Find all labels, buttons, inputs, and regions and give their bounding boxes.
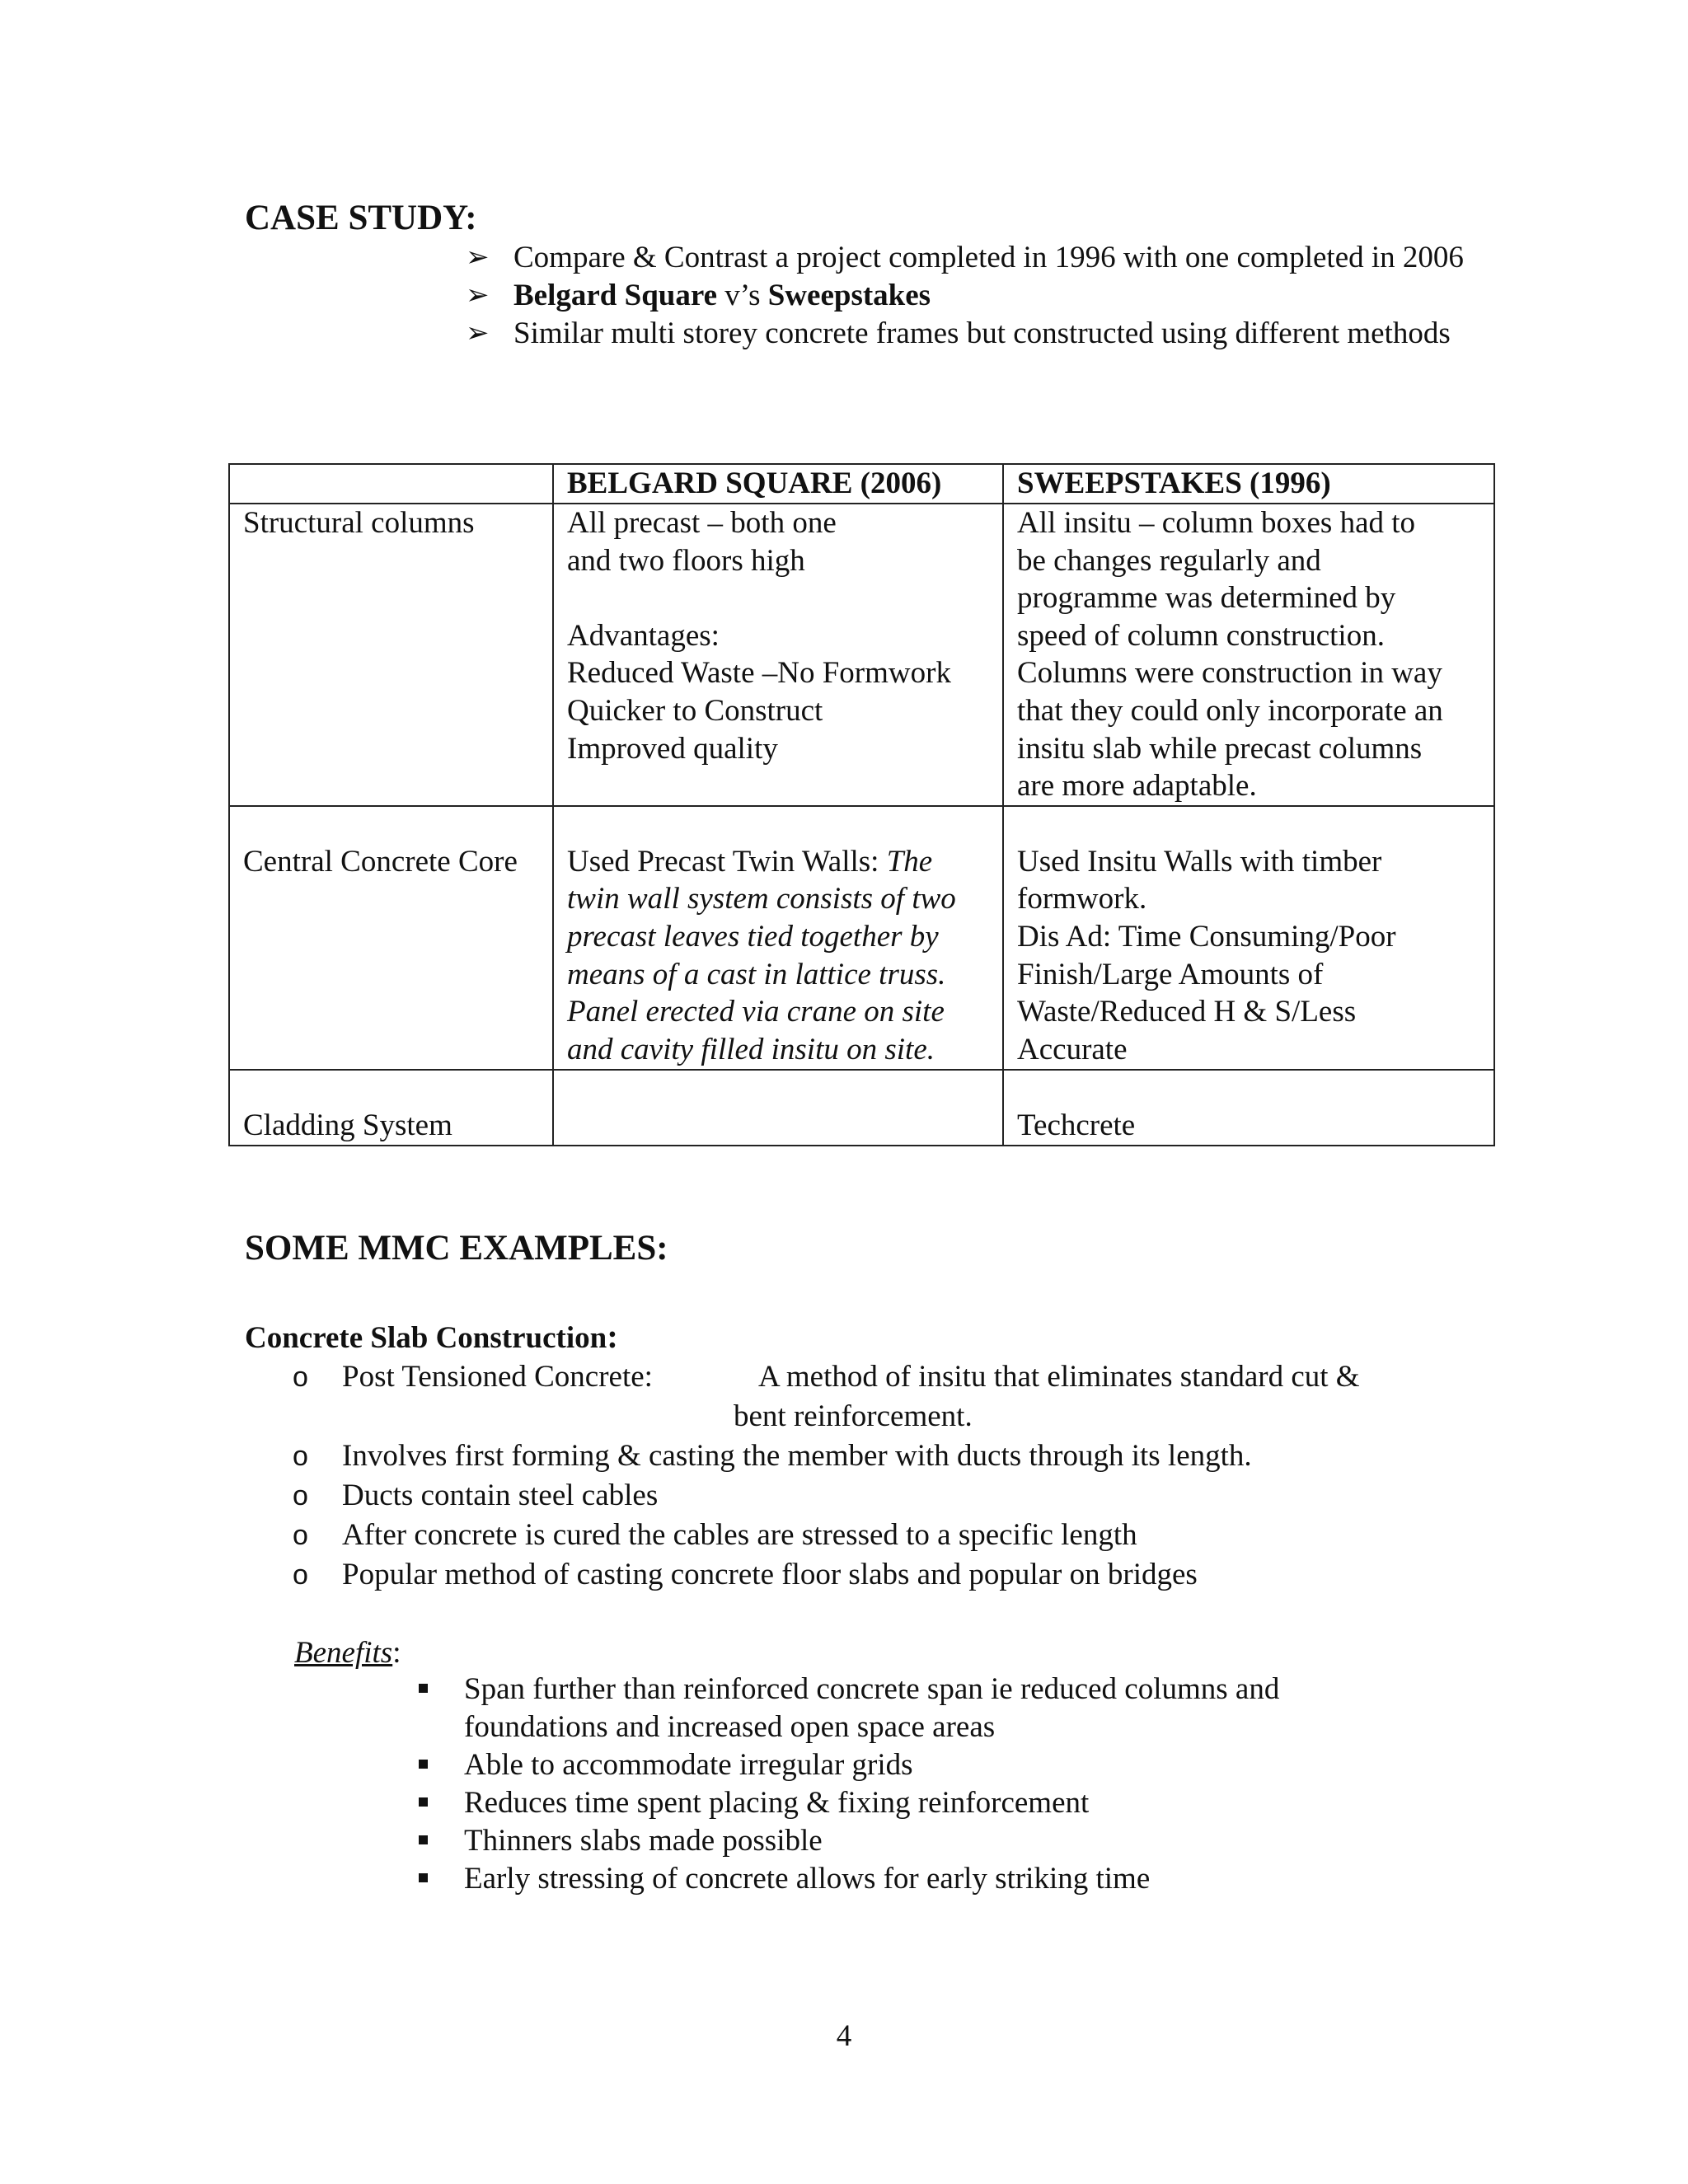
case-study-bullet-list [466, 239, 1488, 353]
arrow-bullet-icon: ➢ [466, 242, 490, 273]
versus-text: v’s [717, 279, 768, 312]
cell-line-italic: means of a cast in lattice truss. [567, 957, 946, 991]
arrow-bullet-icon: ➢ [466, 318, 490, 349]
cell-text-italic: The [886, 844, 933, 879]
row-label: Structural columns [229, 504, 553, 806]
list-item-text: Ducts contain steel cables [342, 1479, 659, 1512]
project-name-sweepstakes: Sweepstakes [767, 279, 931, 312]
square-bullet-icon [419, 1797, 428, 1807]
list-item [293, 1436, 1463, 1476]
table-row [229, 806, 1494, 1070]
post-tension-label: Post Tensioned Concrete: [342, 1360, 653, 1394]
table-row [229, 1070, 1494, 1146]
cell-belgard [553, 504, 1003, 806]
cell-sweepstakes [1003, 504, 1494, 806]
case-study-heading: CASE STUDY: [245, 199, 477, 237]
table-header-row [229, 464, 1494, 504]
square-bullet-icon [419, 1835, 428, 1844]
square-bullet-icon [419, 1684, 428, 1693]
circle-bullet-icon: o [293, 1361, 308, 1393]
list-item [416, 1784, 1405, 1822]
cell-line-italic: precast leaves tied together by [567, 919, 939, 954]
cell-line: Finish/Large Amounts of [1017, 957, 1324, 991]
benefits-colon: : [392, 1636, 401, 1670]
cell-line-italic: Panel erected via crane on site [567, 995, 945, 1029]
list-item-text: After concrete is cured the cables are stressed to a specific length [342, 1518, 1137, 1552]
list-item-text: Reduces time spent placing & fixing reinforcement [464, 1786, 1090, 1820]
cell-line: insitu slab while precast columns [1017, 731, 1423, 766]
header-sweepstakes: SWEEPSTAKES (1996) [1003, 464, 1494, 504]
comparison-table [228, 463, 1495, 1146]
circle-bullet-icon: o [293, 1480, 308, 1511]
list-item-text: Involves first forming & casting the member with ducts through its length. [342, 1439, 1252, 1473]
row-label: Cladding System [229, 1070, 553, 1146]
cell-line: Accurate [1017, 1032, 1128, 1066]
benefits-label-text: Benefits [294, 1636, 393, 1670]
post-tension-line [342, 1357, 1463, 1397]
post-tension-desc-cont: bent reinforcement. [734, 1399, 973, 1433]
cell-line [567, 579, 991, 617]
case-study-bullet [466, 277, 1488, 315]
cell-line: speed of column construction. [1017, 618, 1385, 653]
square-bullet-icon [419, 1873, 428, 1882]
benefits-list [416, 1671, 1405, 1898]
cell-belgard [553, 1070, 1003, 1146]
list-item-text: Popular method of casting concrete floor slabs and popular on bridges [342, 1558, 1198, 1591]
list-item-text: Span further than reinforced concrete span ie reduced columns and foundations and increased open space areas [464, 1672, 1280, 1744]
post-tension-desc: A method of insitu that eliminates standard cut & [757, 1360, 1360, 1394]
cell-line: Waste/Reduced H & S/Less [1017, 995, 1357, 1029]
cell-line: Used Insitu Walls with timber [1017, 844, 1382, 879]
concrete-slab-subheading [245, 1317, 618, 1357]
list-item [293, 1516, 1463, 1555]
post-tension-list [293, 1357, 1463, 1595]
table-row [229, 504, 1494, 806]
list-item [416, 1671, 1405, 1746]
cell-line-italic: twin wall system consists of two [567, 882, 956, 916]
case-study-bullet [466, 315, 1488, 353]
subheading-colon: : [607, 1317, 618, 1355]
header-cell-empty [229, 464, 553, 504]
cell-line: and two floors high [567, 543, 805, 578]
cell-line: Improved quality [567, 731, 778, 766]
cell-line: All insitu – column boxes had to [1017, 506, 1416, 540]
subheading-text: Concrete Slab Construction [245, 1321, 607, 1355]
list-item-text: Able to accommodate irregular grids [464, 1748, 913, 1782]
cell-line: formwork. [1017, 882, 1147, 916]
cell-line: be changes regularly and [1017, 543, 1321, 578]
bullet-text: Similar multi storey concrete frames but constructed using different methods [513, 316, 1451, 350]
bullet-text: Compare & Contrast a project completed in 1996 with one completed in 2006 [513, 241, 1464, 274]
square-bullet-icon [419, 1760, 428, 1769]
cell-line: Quicker to Construct [567, 693, 823, 728]
cell-line: All precast – both one [567, 506, 837, 540]
list-item [416, 1746, 1405, 1784]
case-study-bullet [466, 239, 1488, 277]
cell-line: that they could only incorporate an [1017, 693, 1443, 728]
list-item-text: Thinners slabs made possible [464, 1824, 823, 1858]
cell-line: Advantages: [567, 618, 720, 653]
benefits-label [294, 1634, 401, 1672]
list-item [293, 1555, 1463, 1595]
list-item [416, 1822, 1405, 1860]
arrow-bullet-icon: ➢ [466, 280, 490, 311]
cell-belgard [553, 806, 1003, 1070]
cell-line: programme was determined by [1017, 581, 1396, 616]
circle-bullet-icon: o [293, 1441, 308, 1472]
list-item [416, 1860, 1405, 1898]
row-label: Central Concrete Core [229, 806, 553, 1070]
cell-line: Dis Ad: Time Consuming/Poor [1017, 919, 1396, 954]
mmc-heading: SOME MMC EXAMPLES: [245, 1229, 668, 1268]
project-name-belgard: Belgard Square [513, 279, 718, 312]
circle-bullet-icon: o [293, 1559, 308, 1591]
cell-line [567, 843, 991, 881]
cell-text: Used Precast Twin Walls: [567, 844, 887, 879]
cell-line: Reduced Waste –No Formwork [567, 656, 951, 691]
list-item-text: Early stressing of concrete allows for early striking time [464, 1862, 1151, 1896]
cell-sweepstakes: Techcrete [1003, 1070, 1494, 1146]
list-item [293, 1357, 1463, 1436]
list-item [293, 1476, 1463, 1516]
cell-sweepstakes [1003, 806, 1494, 1070]
cell-line-italic: and cavity filled insitu on site. [567, 1032, 935, 1066]
cell-line: are more adaptable. [1017, 769, 1257, 804]
header-belgard: BELGARD SQUARE (2006) [553, 464, 1003, 504]
cell-line: Columns were construction in way [1017, 656, 1442, 691]
circle-bullet-icon: o [293, 1520, 308, 1551]
page-number: 4 [836, 2019, 852, 2053]
